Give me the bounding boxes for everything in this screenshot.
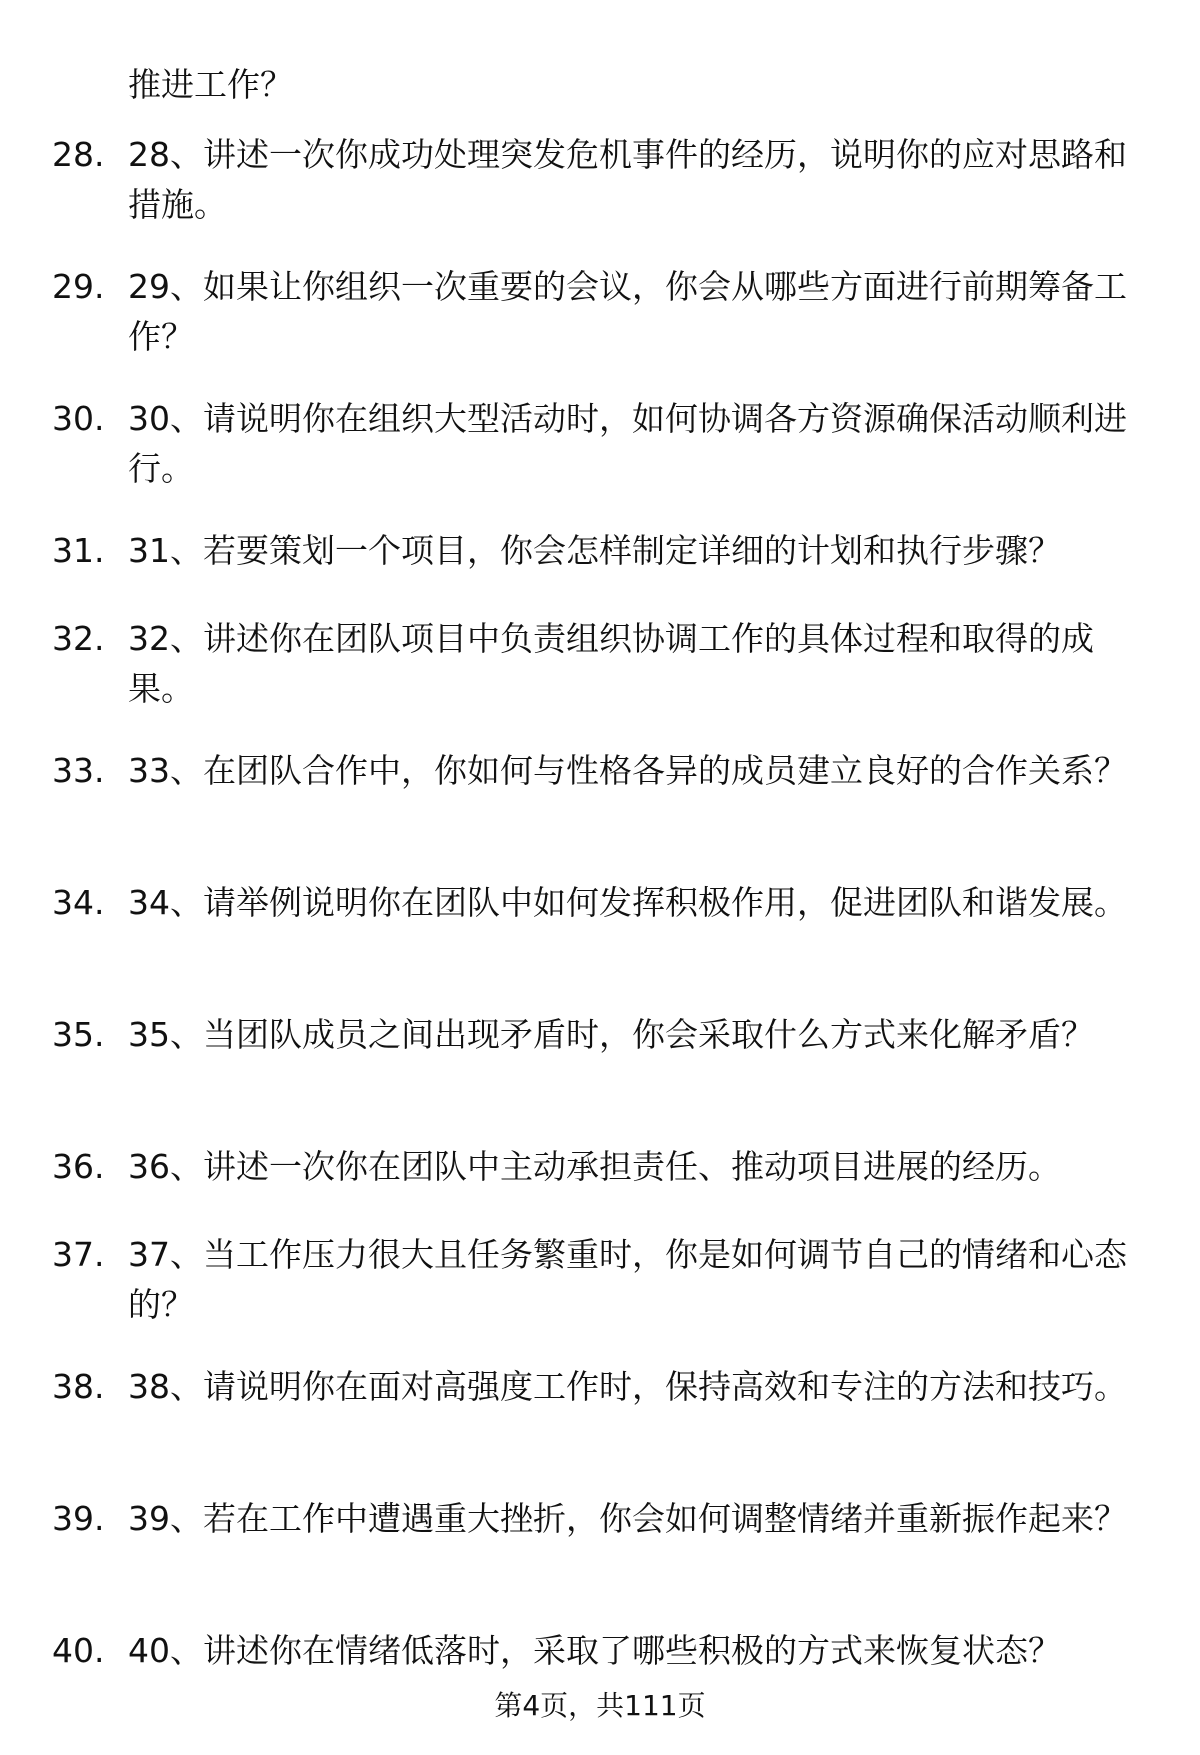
page-footer: 第4页，共111页 [494,1689,706,1722]
item-text: 38、请说明你在面对高强度工作时，保持高效和专注的方法和技巧。 [128,1367,1127,1406]
item-text: 39、若在工作中遭遇重大挫折，你会如何调整情绪并重新振作起来？ [128,1499,1127,1538]
item-text: 32、讲述你在团队项目中负责组织协调工作的具体过程和取得的成果。 [128,619,1094,708]
item-text: 36、讲述一次你在团队中主动承担责任、推动项目进展的经历。 [128,1147,1061,1186]
item-number: 34. [52,883,105,922]
item-number: 38. [52,1367,105,1406]
item-number: 40. [52,1631,105,1670]
item-number: 39. [52,1499,105,1538]
item-text: 30、请说明你在组织大型活动时，如何协调各方资源确保活动顺利进行。 [128,399,1127,488]
item-number: 33. [52,751,105,790]
item-text: 40、讲述你在情绪低落时，采取了哪些积极的方式来恢复状态？ [128,1631,1061,1670]
continuation-text: 推进工作？ [128,65,293,104]
item-text: 31、若要策划一个项目，你会怎样制定详细的计划和执行步骤？ [128,531,1061,570]
item-number: 29. [52,267,105,306]
item-text: 33、在团队合作中，你如何与性格各异的成员建立良好的合作关系？ [128,751,1127,790]
item-text: 29、如果让你组织一次重要的会议，你会从哪些方面进行前期筹备工作？ [128,267,1127,356]
item-number: 35. [52,1015,105,1054]
item-number: 28. [52,135,105,174]
item-number: 37. [52,1235,105,1274]
item-text: 34、请举例说明你在团队中如何发挥积极作用，促进团队和谐发展。 [128,883,1127,922]
item-number: 36. [52,1147,105,1186]
item-text: 28、讲述一次你成功处理突发危机事件的经历，说明你的应对思路和措施。 [128,135,1127,224]
item-text: 37、当工作压力很大且任务繁重时，你是如何调节自己的情绪和心态的？ [128,1235,1127,1324]
item-number: 30. [52,399,105,438]
item-text: 35、当团队成员之间出现矛盾时，你会采取什么方式来化解矛盾？ [128,1015,1094,1054]
item-number: 32. [52,619,105,658]
item-number: 31. [52,531,105,570]
